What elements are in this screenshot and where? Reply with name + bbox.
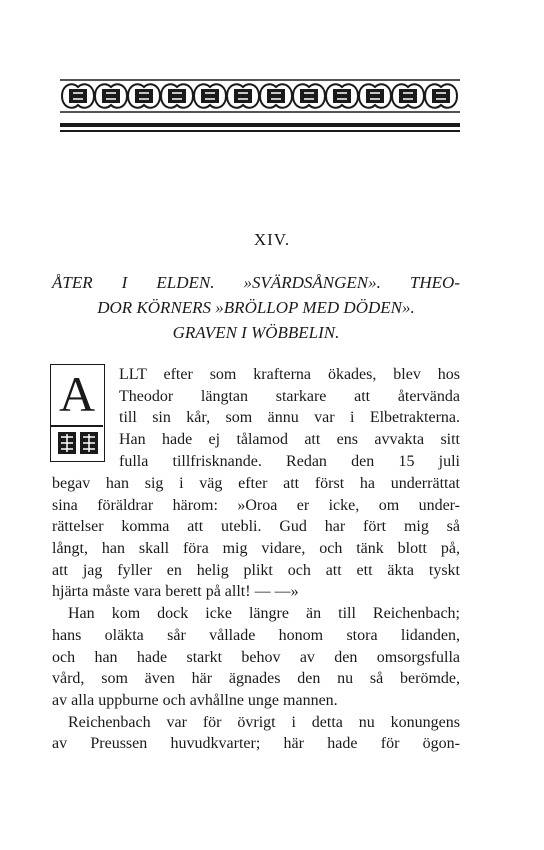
drop-cap-divider [51, 425, 103, 427]
text-line: Han kom dock icke längre än till Reichenbach; [68, 605, 460, 623]
drop-cap-ornament-icon [57, 431, 99, 455]
drop-cap [50, 364, 105, 462]
chapter-title-line: ÅTER I ELDEN. »SVÄRDSÅNGEN». THEO- [52, 273, 460, 292]
text-line: fulla tillfrisknande. Redan den 15 juli [119, 452, 460, 470]
chapter-title-line: DOR KÖRNERS »BRÖLLOP MED DÖDEN». [97, 298, 415, 317]
text-line: sina föräldrar härom: »Oroa er icke, om under- [52, 496, 460, 514]
header-rule-thin [60, 130, 460, 132]
header-rule-thick [60, 123, 460, 127]
text-line: att jag fyller en helig plikt och att ett äkta tyskt [52, 561, 460, 579]
text-line: vård, som även här ägnades den nu så berömde, [52, 670, 460, 688]
body-text [52, 473, 460, 755]
text-line: Reichenbach var för övrigt i detta nu konungens [68, 713, 460, 731]
paragraph-opening [119, 364, 460, 472]
text-line: till sin kår, som ännu var i Elbetrakterna. [119, 409, 460, 427]
text-line: rättelser komma att utebli. Gud har fört mig så [52, 518, 460, 536]
text-line: av Preussen huvudkvarter; här hade för ögon- [52, 735, 460, 753]
text-line: LLT efter som krafterna ökades, blev hos [119, 366, 460, 383]
drop-cap-letter: A [58, 366, 96, 422]
text-line: och han hade starkt behov av den omsorgsfulla [52, 648, 460, 666]
text-line: långt, han skall föra mig vidare, och tänk blott på, [52, 540, 460, 558]
decorative-header-band [60, 77, 460, 115]
text-line: Theodor längtan starkare att återvända [119, 387, 460, 405]
chapter-title-line: GRAVEN I WÖBBELIN. [172, 323, 340, 342]
text-line: hjärta måste vara berett på allt! — —» [52, 583, 299, 601]
text-line: Han hade ej tålamod att ens avvakta sitt [119, 431, 460, 449]
text-line: av alla uppburne och avhållne unge mannen. [52, 691, 338, 709]
chapter-title [52, 270, 460, 345]
text-line: begav han sig i väg efter att först ha underrättat [52, 475, 460, 492]
chapter-number: XIV. [253, 230, 291, 249]
text-line: hans oläkta sår vållade honom stora lidanden, [52, 626, 460, 644]
